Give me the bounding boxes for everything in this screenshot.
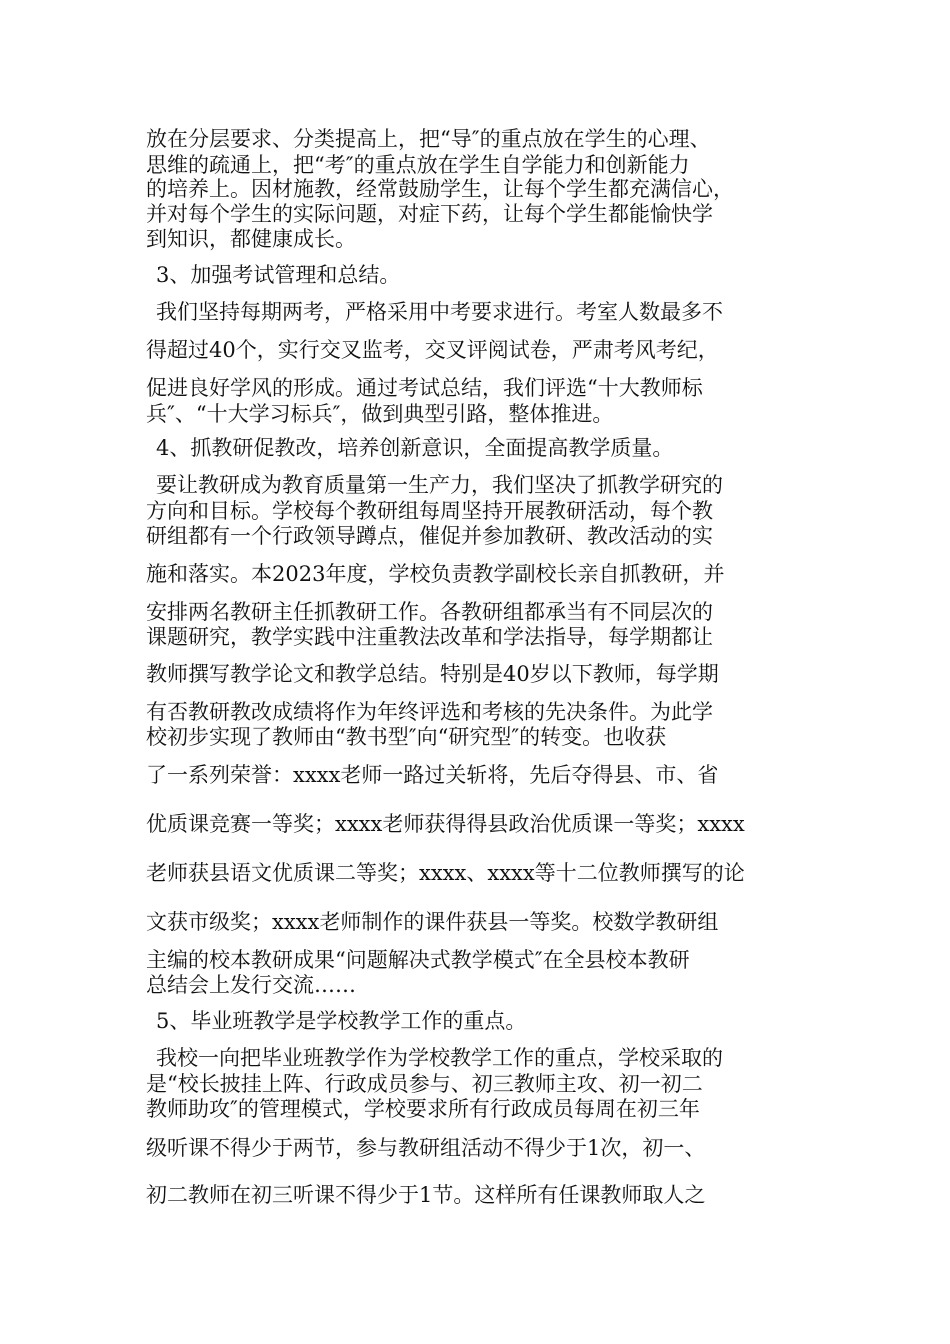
text-line: 我校一向把毕业班教学作为学校教学工作的重点，学校采取的 <box>156 1046 723 1070</box>
text-line: 施和落实。本2023年度，学校负责教学副校长亲自抓教研，并 <box>146 562 725 586</box>
text-line: 的培养上。因材施教，经常鼓励学生，让每个学生都充满信心， <box>146 177 734 201</box>
text-line: 有否教研教改成绩将作为年终评选和考核的先决条件。为此学 <box>146 700 713 724</box>
text-line: 得超过40个，实行交叉监考，交叉评阅试卷，严肃考风考纪， <box>146 338 719 362</box>
text-line: 主编的校本教研成果“问题解决式教学模式″在全县校本教研 <box>146 948 690 972</box>
text-line: 方向和目标。学校每个教研组每周坚持开展教研活动，每个教 <box>146 499 713 523</box>
text-line: 初二教师在初三听课不得少于1节。这样所有任课教师取人之 <box>146 1183 706 1207</box>
text-line: 教师撰写教学论文和教学总结。特别是40岁以下教师，每学期 <box>146 662 719 686</box>
text-line: 教师助攻″的管理模式，学校要求所有行政成员每周在初三年 <box>146 1097 700 1121</box>
section-heading: 3、加强考试管理和总结。 <box>156 263 401 287</box>
text-line: 级听课不得少于两节，参与教研组活动不得少于1次，初一、 <box>146 1136 706 1160</box>
text-line: 老师获县语文优质课二等奖；xxxx、xxxx等十二位教师撰写的论 <box>146 861 745 885</box>
text-line: 安排两名教研主任抓教研工作。各教研组都承当有不同层次的 <box>146 600 713 624</box>
text-line: 并对每个学生的实际问题，对症下药，让每个学生都能愉快学 <box>146 202 713 226</box>
text-line: 促进良好学风的形成。通过考试总结，我们评选“十大教师标 <box>146 376 703 400</box>
text-line: 要让教研成为教育质量第一生产力，我们坚决了抓教学研究的 <box>156 473 723 497</box>
text-line: 我们坚持每期两考，严格采用中考要求进行。考室人数最多不 <box>156 300 723 324</box>
text-line: 兵″、“十大学习标兵″，做到典型引路，整体推进。 <box>146 402 614 426</box>
text-line: 优质课竞赛一等奖；xxxx老师获得得县政治优质课一等奖；xxxx <box>146 812 745 836</box>
text-line: 到知识，都健康成长。 <box>146 227 356 251</box>
text-line: 思维的疏通上，把“考″的重点放在学生自学能力和创新能力 <box>146 153 690 177</box>
text-line: 文获市级奖；xxxx老师制作的课件获县一等奖。校数学教研组 <box>146 910 719 934</box>
text-line: 研组都有一个行政领导蹲点，催促并参加教研、教改活动的实 <box>146 524 713 548</box>
text-line: 放在分层要求、分类提高上，把“导″的重点放在学生的心理、 <box>146 127 711 151</box>
section-heading: 5、毕业班教学是学校教学工作的重点。 <box>156 1009 527 1033</box>
section-heading: 4、抓教研促教改，培养创新意识，全面提高教学质量。 <box>156 436 674 460</box>
text-line: 是“校长披挂上阵、行政成员参与、初三教师主攻、初一初二 <box>146 1072 703 1096</box>
text-line: 校初步实现了教师由“教书型″向“研究型″的转变。也收获 <box>146 725 667 749</box>
text-line: 了一系列荣誉：xxxx老师一路过关斩将，先后夺得县、市、省 <box>146 763 719 787</box>
text-line: 总结会上发行交流…… <box>146 973 356 997</box>
text-line: 课题研究，教学实践中注重教法改革和学法指导，每学期都让 <box>146 625 713 649</box>
